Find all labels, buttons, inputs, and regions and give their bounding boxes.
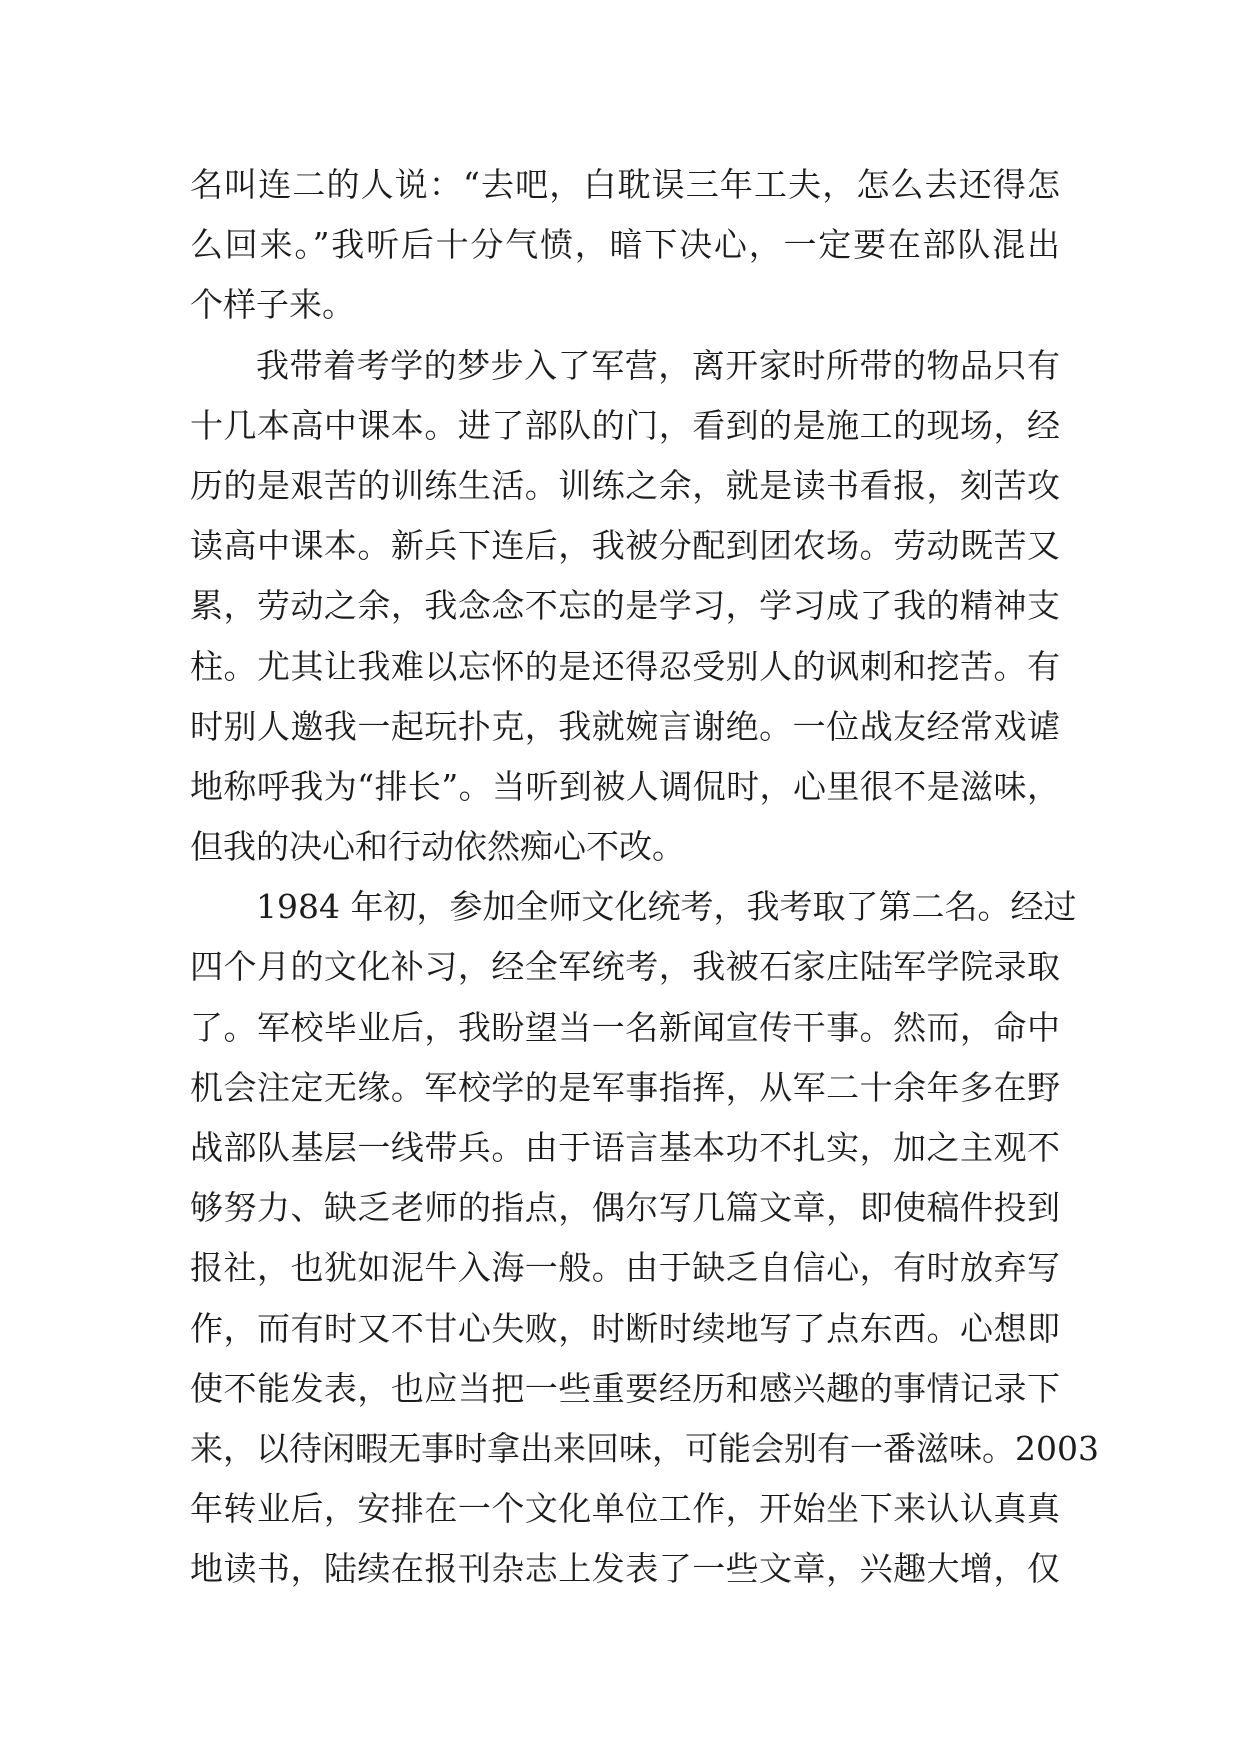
text-line: 但我的决心和行动依然痴心不改。	[190, 827, 685, 867]
text-line: 1984 年初，参加全师文化统考，我考取了第二名。经过	[256, 887, 1077, 927]
text-line: 读高中课本。新兵下连后，我被分配到团农场。劳动既苦又	[190, 526, 1060, 566]
text-line: 四个月的文化补习，经全军统考，我被石家庄陆军学院录取	[190, 947, 1060, 987]
text-line: 么回来。”我听后十分气愤，暗下决心，一定要在部队混出	[190, 225, 1060, 265]
text-line: 历的是艰苦的训练生活。训练之余，就是读书看报，刻苦攻	[190, 465, 1060, 505]
text-line: 机会注定无缘。军校学的是军事指挥，从军二十余年多在野	[190, 1067, 1060, 1107]
text-line: 柱。尤其让我难以忘怀的是还得忍受别人的讽刺和挖苦。有	[190, 646, 1060, 686]
text-line: 十几本高中课本。进了部队的门，看到的是施工的现场，经	[190, 405, 1060, 445]
text-line: 了。军校毕业后，我盼望当一名新闻宣传干事。然而，命中	[190, 1007, 1060, 1047]
text-line: 战部队基层一线带兵。由于语言基本功不扎实，加之主观不	[190, 1128, 1060, 1167]
text-line: 个样子来。	[190, 285, 355, 325]
text-line: 时别人邀我一起玩扑克，我就婉言谢绝。一位战友经常戏谑	[190, 706, 1060, 746]
body-text	[190, 155, 1099, 1600]
text-line: 地称呼我为“排长”。当听到被人调侃时，心里很不是滋味，	[190, 766, 1060, 806]
text-line: 够努力、缺乏老师的指点，偶尔写几篇文章，即使稿件投到	[190, 1188, 1060, 1228]
text-line: 年转业后，安排在一个文化单位工作，开始坐下来认认真真	[190, 1489, 1060, 1529]
text-line: 累，劳动之余，我念念不忘的是学习，学习成了我的精神支	[190, 586, 1060, 626]
text-line: 来，以待闲暇无事时拿出来回味，可能会别有一番滋味。2003	[190, 1428, 1099, 1468]
text-line: 报社，也犹如泥牛入海一般。由于缺乏自信心，有时放弃写	[190, 1248, 1060, 1288]
text-line: 我带着考学的梦步入了军营，离开家时所带的物品只有	[256, 345, 1060, 385]
text-line: 名叫连二的人说：“去吧，白耽误三年工夫，怎么去还得怎	[190, 165, 1060, 204]
text-line: 地读书，陆续在报刊杂志上发表了一些文章，兴趣大增，仅	[190, 1549, 1060, 1589]
text-line: 使不能发表，也应当把一些重要经历和感兴趣的事情记录下	[190, 1368, 1060, 1408]
text-line: 作，而有时又不甘心失败，时断时续地写了点东西。心想即	[190, 1308, 1060, 1348]
